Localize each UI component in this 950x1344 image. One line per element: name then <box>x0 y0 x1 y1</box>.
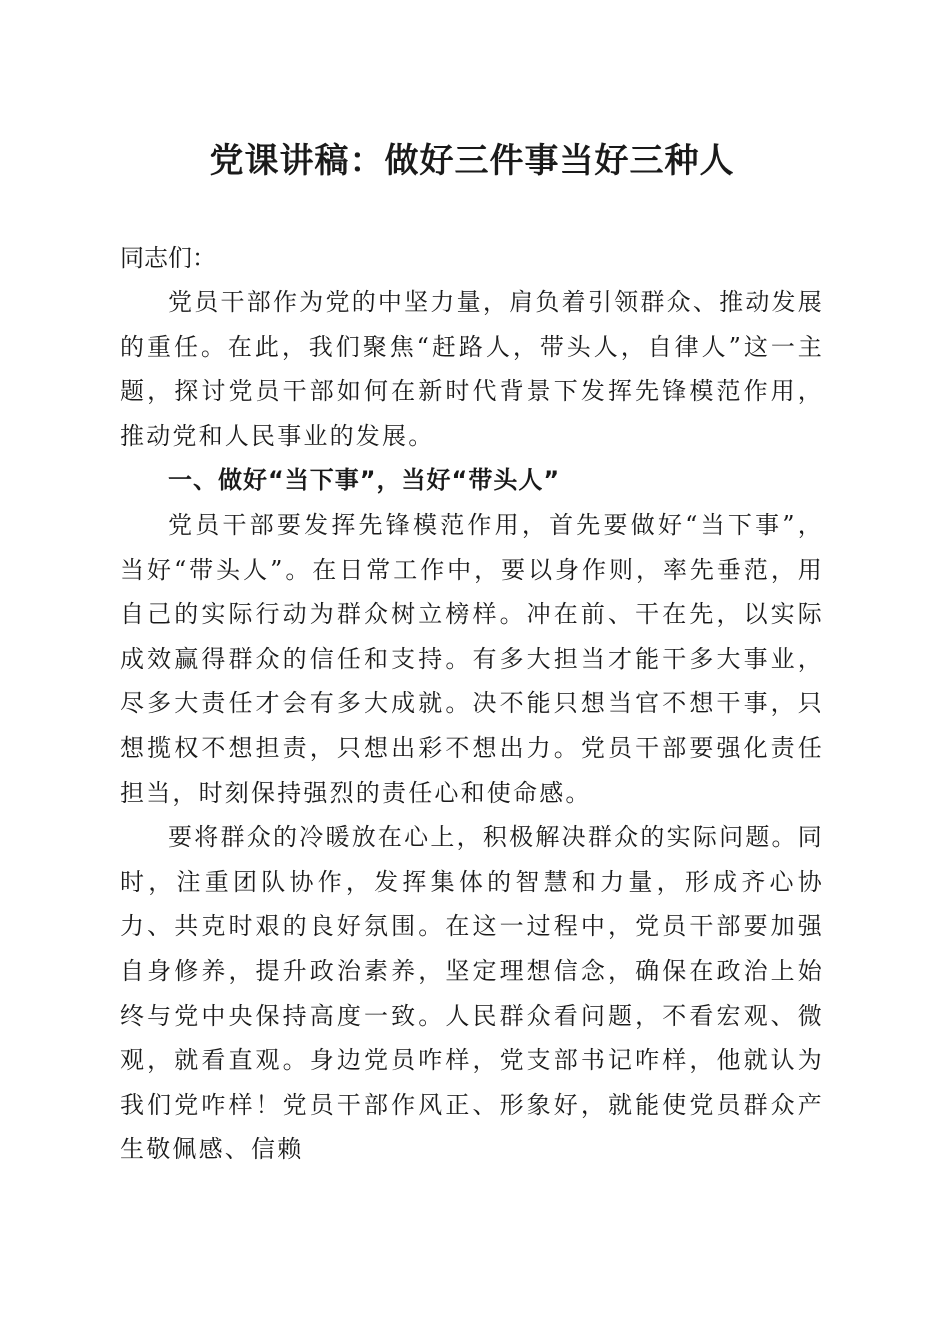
section-1-heading: 一、做好“当下事”，当好“带头人” <box>168 466 561 495</box>
intro-paragraph: 党员干部作为党的中坚力量，肩负着引领群众、推动发展的重任。在此，我们聚焦“赶路人，带头人，自律人”这一主题，探讨党员干部如何在新时代背景下发挥先锋模范作用，推动党和人民事业的发展。 <box>120 288 824 450</box>
section-1-paragraph-2: 要将群众的冷暖放在心上，积极解决群众的实际问题。同时，注重团队协作，发挥集体的智慧和力量，形成齐心协力、共克时艰的良好氛围。在这一过程中，党员干部要加强自身修养，提升政治素养，坚定理想信念，确保在政治上始终与党中央保持高度一致。人民群众看问题，不看宏观、微观，就看直观。身边党员咋样，党支部书记咋样，他就认为我们党咋样！党员干部作风正、形象好，就能使党员群众产生敬佩感、信赖 <box>120 823 824 1164</box>
document-body <box>120 132 824 1172</box>
salutation: 同志们： <box>120 244 216 272</box>
document-title: 党课讲稿：做好三件事当好三种人 <box>209 141 735 181</box>
section-1-paragraph-1: 党员干部要发挥先锋模范作用，首先要做好“当下事”，当好“带头人”。在日常工作中，要以身作则，率先垂范，用自己的实际行动为群众树立榜样。冲在前、干在先，以实际成效赢得群众的信任和支持。有多大担当才能干多大事业，尽多大责任才会有多大成就。决不能只想当官不想干事，只想揽权不想担责，只想出彩不想出力。党员干部要强化责任担当，时刻保持强烈的责任心和使命感。 <box>120 510 824 807</box>
